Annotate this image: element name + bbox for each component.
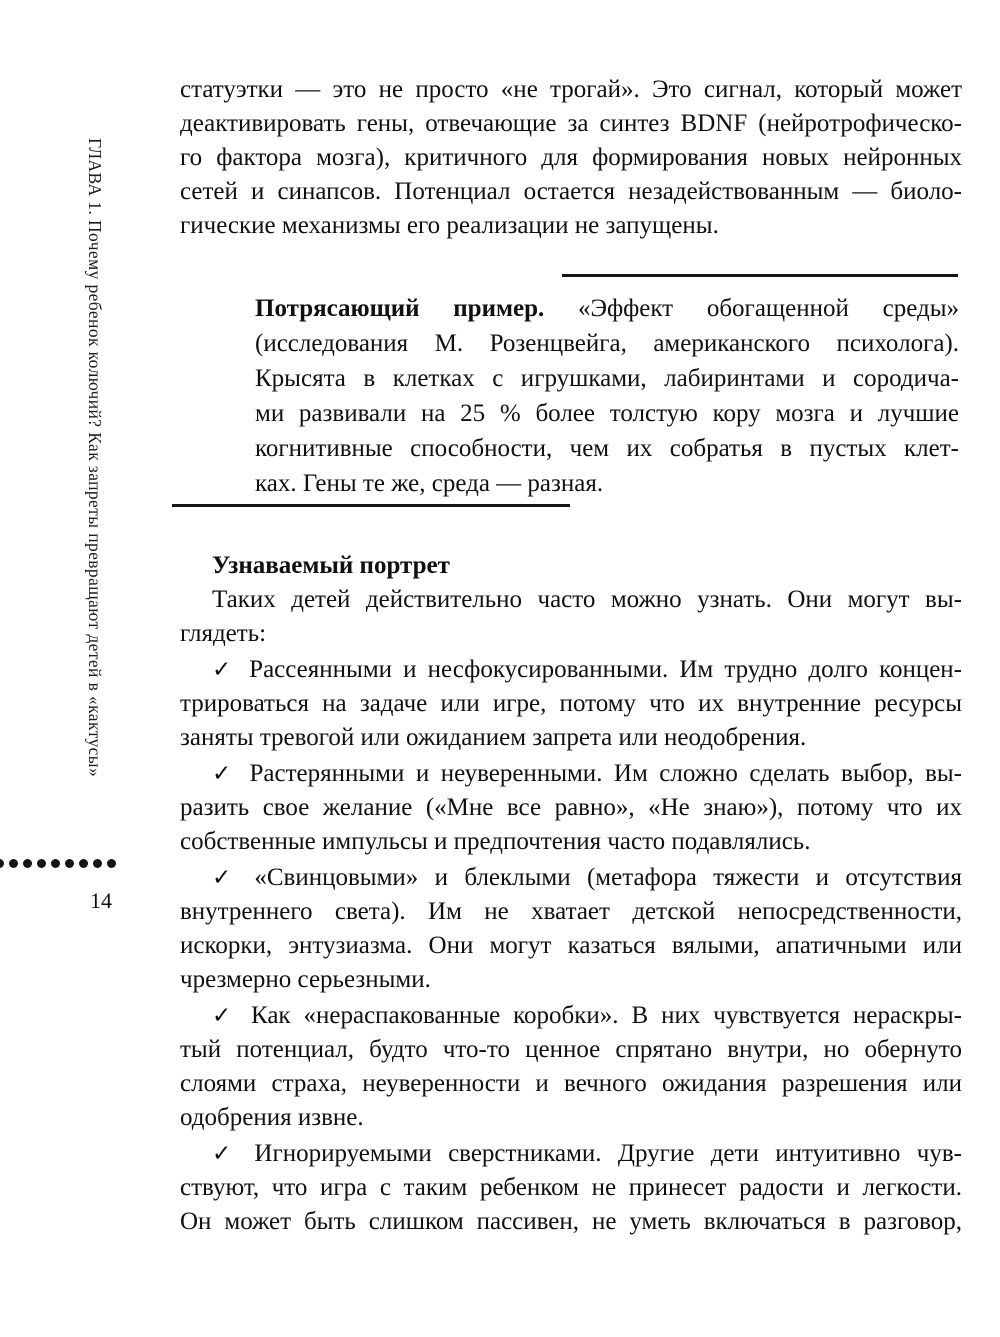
bullet-first-text: Игнорируемыми сверстниками. Другие дети интуитивно чув- (254, 1140, 962, 1167)
dot-icon (79, 859, 88, 868)
dot-icon (23, 859, 32, 868)
bullet-item (180, 757, 962, 859)
portrait-section (180, 549, 962, 1239)
checkmark-icon: ✓ (212, 1141, 242, 1167)
intro-paragraph: статуэтки — это не просто «не трогай». Это сигнал, который может деактивировать гены, отвечающие за синтез BDNF (нейротрофическо- го фактора мозга), критичного для формирования новых нейронных сетей и синапсов. Потенциал остается незадействованным — биоло- гические механизмы его реализации не запущены. (180, 76, 962, 239)
bullet-first-line (180, 1137, 962, 1171)
dot-icon (0, 859, 4, 868)
bullet-lines: тый потенциал, будто что-то ценное спрятано внутри, но обернуто слоями страха, неуверенности и вечного ожидания разрешения или одобрения извне. (180, 1036, 962, 1131)
chapter-sidebar-title: ГЛАВА 1. Почему ребенок колючий? Как запреты превращают детей в «кактусы» (85, 138, 105, 778)
decorative-dots (0, 859, 116, 868)
example-first-line-rest: «Эффект обогащенной среды» (578, 295, 960, 322)
section-heading: Узнаваемый портрет (212, 552, 450, 579)
example-lines: (исследования М. Розенцвейга, американского психолога). Крысята в клетках с игрушками, лабиринтами и сородича- ми развивали на 25 % более толстую кору мозга и лучшие когнитивные способности, чем их собратья в пустых клет- ках. Гены те же, среда — разная. (255, 330, 959, 497)
bullet-lines: трироваться на задаче или игре, потому что их внутренние ресурсы заняты тревогой или ожиданием запрета или неодобрения. (180, 690, 962, 751)
dot-icon (65, 859, 74, 868)
portrait-intro (180, 583, 962, 651)
bullet-lines: разить свое желание («Мне все равно», «Не знаю»), потому что их собственные импульсы и предпочтения часто подавлялись. (180, 794, 962, 855)
bullet-item (180, 1137, 962, 1239)
example-rule-top (562, 274, 958, 277)
bullet-first-line (180, 861, 962, 895)
dot-icon (51, 859, 60, 868)
dot-icon (37, 859, 46, 868)
bullet-first-line (180, 999, 962, 1033)
bullet-item (180, 653, 962, 755)
bullet-lines: внутреннего света). Им не хватает детской непосредственности, искорки, энтузиазма. Они могут казаться вялыми, апатичными или чрезмерно серьезными. (180, 898, 962, 993)
page-number: 14 (90, 888, 112, 913)
bullet-first-line (180, 653, 962, 687)
bullet-item (180, 861, 962, 997)
checkmark-icon: ✓ (212, 1003, 238, 1029)
example-rule-bottom (172, 504, 570, 507)
bullet-first-line (180, 757, 962, 791)
portrait-intro-first-line: Таких детей действительно часто можно узнать. Они могут вы- (212, 586, 962, 613)
portrait-intro-lines: глядеть: (180, 620, 267, 647)
bullet-first-text: Как «нераспакованные коробки». В них чувствуется нераскры- (250, 1002, 962, 1029)
bullet-first-text: Рассеянными и несфокусированными. Им трудно долго концен- (249, 656, 962, 683)
bullet-lines: ствуют, что игра с таким ребенком не принесет радости и легкости. Он может быть слишком пассивен, не уметь включаться в разговор, (180, 1174, 962, 1235)
checkmark-icon: ✓ (212, 865, 242, 891)
example-first-line (255, 291, 959, 326)
dot-icon (9, 859, 18, 868)
checkmark-icon: ✓ (212, 761, 237, 787)
example-lead: Потрясающий пример. (255, 295, 545, 322)
checkmark-icon: ✓ (212, 657, 237, 683)
example-block (255, 291, 959, 501)
bullet-first-text: «Свинцовыми» и блеклыми (метафора тяжести и отсутствия (254, 864, 962, 891)
dot-icon (93, 859, 102, 868)
bullet-item (180, 999, 962, 1135)
dot-icon (107, 859, 116, 868)
bullet-first-text: Растерянными и неуверенными. Им сложно сделать выбор, вы- (249, 760, 962, 787)
